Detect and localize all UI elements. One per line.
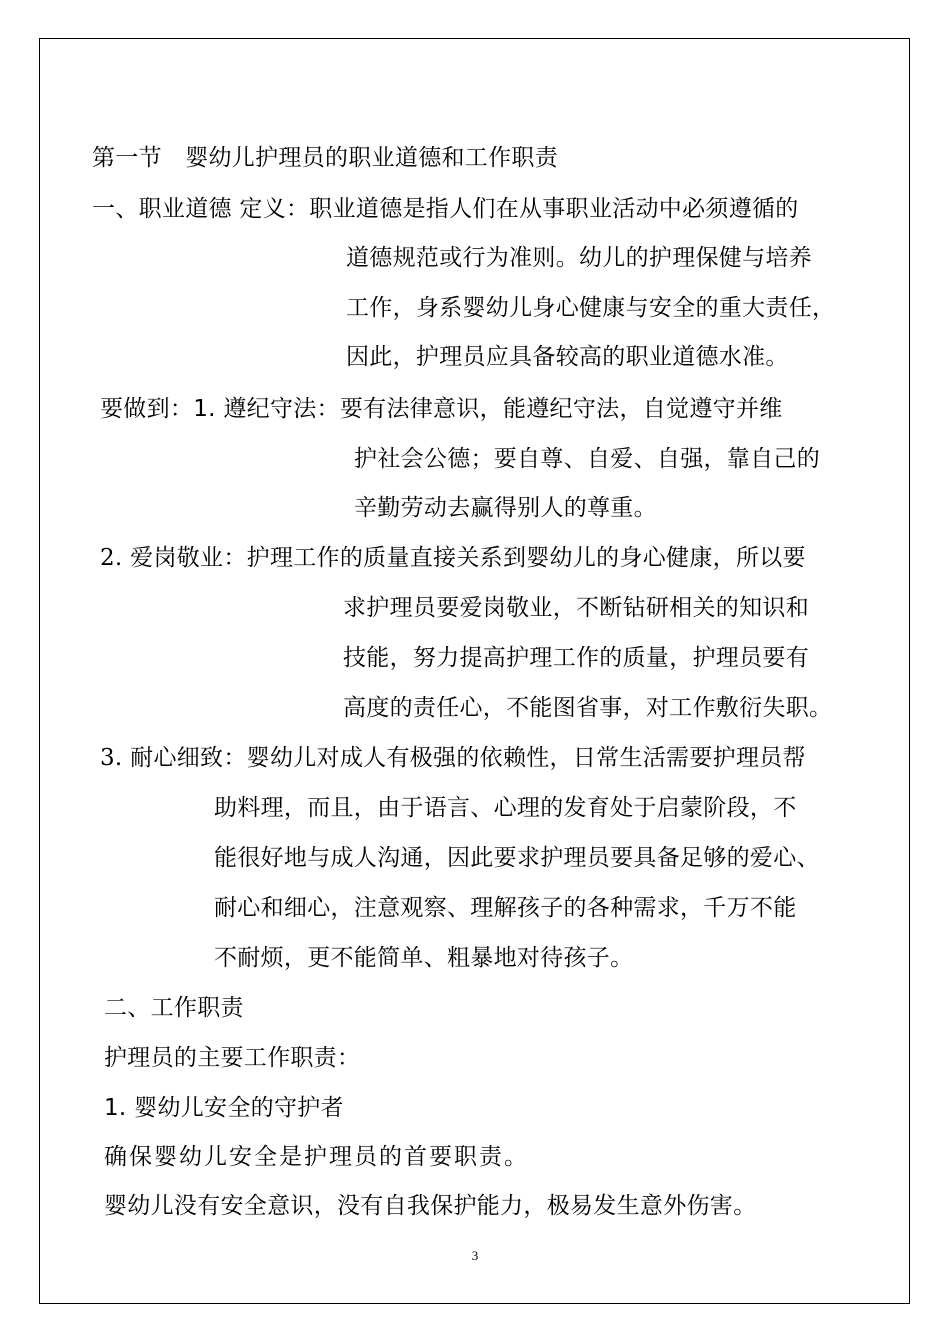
requirement-3-line-4: 耐心和细心，注意观察、理解孩子的各种需求，千万不能 (214, 895, 797, 921)
duties-intro: 护理员的主要工作职责： (104, 1045, 361, 1071)
requirement-1-line-2: 护社会公德；要自尊、自爱、自强，靠自己的 (354, 446, 820, 472)
requirement-2-line-3: 技能，努力提高护理工作的质量，护理员要有 (343, 645, 809, 671)
requirement-1-line-3: 辛勤劳动去赢得别人的尊重。 (354, 495, 657, 521)
requirement-3-line-1: 3. 耐心细致：婴幼儿对成人有极强的依赖性，日常生活需要护理员帮 (100, 745, 806, 771)
requirement-3-line-2: 助料理，而且，由于语言、心理的发育处于启蒙阶段，不 (214, 795, 797, 821)
definition-line-4: 因此，护理员应具备较高的职业道德水准。 (346, 344, 789, 370)
requirement-3-line-5: 不耐烦，更不能简单、粗暴地对待孩子。 (214, 945, 634, 971)
duty-1-title: 1. 婴幼儿安全的守护者 (104, 1095, 344, 1121)
requirement-2-line-4: 高度的责任心，不能图省事，对工作敷衍失职。 (343, 695, 833, 721)
section-title: 第一节 婴幼儿护理员的职业道德和工作职责 (92, 145, 558, 171)
duty-1-text-1: 确保婴幼儿安全是护理员的首要职责。 (104, 1144, 529, 1170)
duty-1-text-2: 婴幼儿没有安全意识，没有自我保护能力，极易发生意外伤害。 (104, 1193, 757, 1219)
requirement-2-line-2: 求护理员要爱岗敬业，不断钻研相关的知识和 (343, 595, 809, 621)
definition-line-3: 工作，身系婴幼儿身心健康与安全的重大责任， (346, 295, 836, 321)
requirement-2-line-1: 2. 爱岗敬业：护理工作的质量直接关系到婴幼儿的身心健康，所以要 (100, 545, 806, 571)
page-number: 3 (471, 1248, 479, 1263)
definition-line-2: 道德规范或行为准则。幼儿的护理保健与培养 (346, 245, 812, 271)
part1-heading-definition: 一、职业道德 定义：职业道德是指人们在从事职业活动中必须遵循的 (92, 196, 799, 222)
requirement-1-line-1: 要做到：1. 遵纪守法：要有法律意识，能遵纪守法，自觉遵守并维 (100, 396, 783, 422)
requirement-3-line-3: 能很好地与成人沟通，因此要求护理员要具备足够的爱心、 (214, 845, 820, 871)
part2-heading: 二、工作职责 (104, 995, 244, 1021)
